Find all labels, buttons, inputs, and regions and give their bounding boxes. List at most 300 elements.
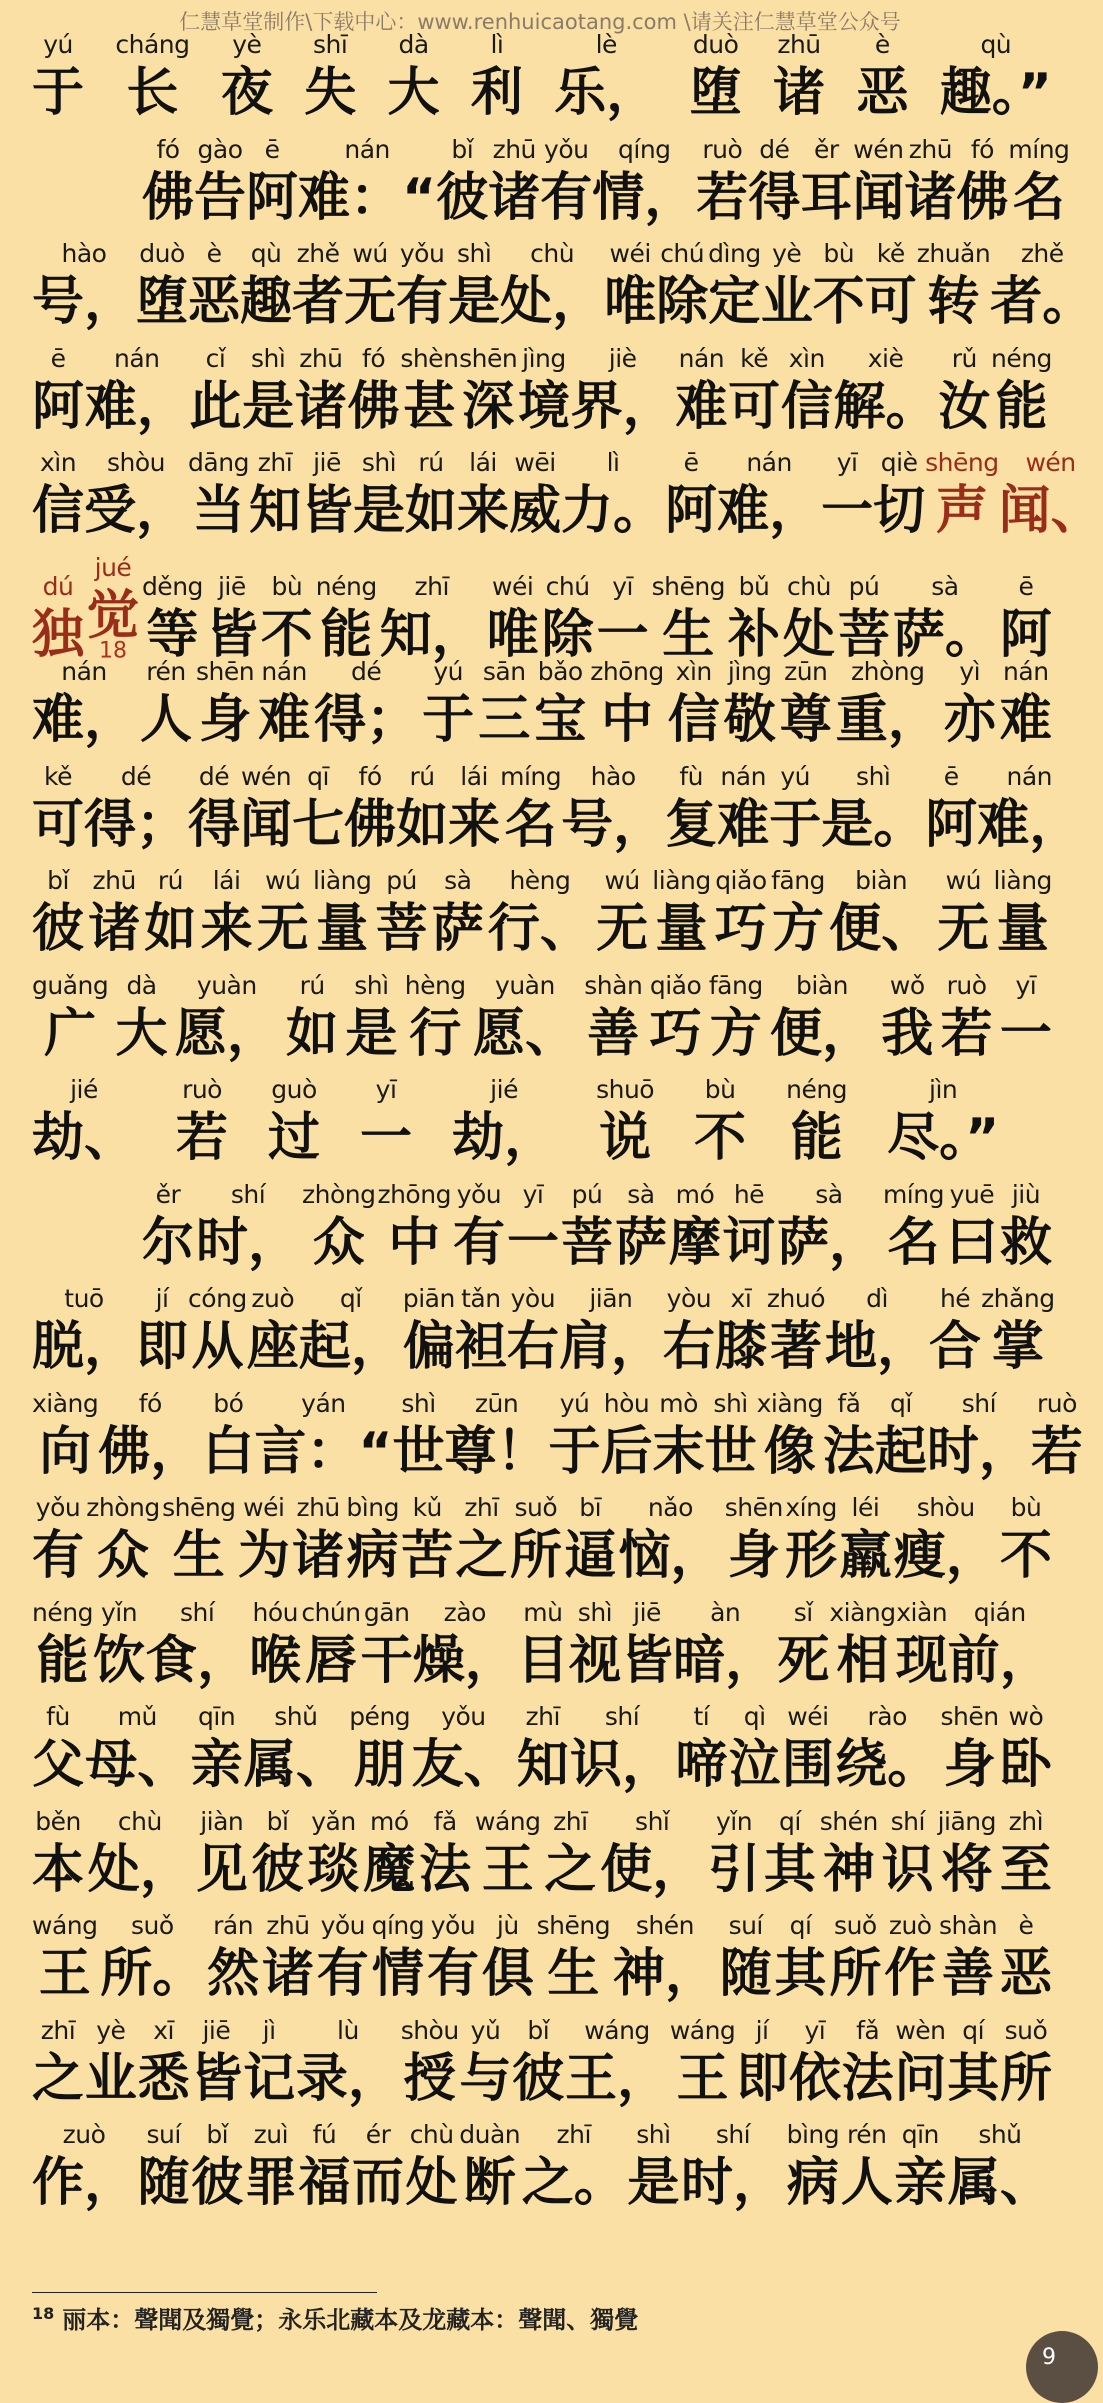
pinyin: zhī xyxy=(257,448,293,477)
hanzi: 王， xyxy=(565,2048,670,2109)
pinyin: yòu xyxy=(510,1284,556,1313)
ruby-unit xyxy=(202,1389,254,1485)
ruby-unit xyxy=(939,1911,997,2007)
ruby-unit xyxy=(142,572,203,668)
pinyin: fù xyxy=(46,1702,70,1731)
hanzi: 一 xyxy=(360,1108,413,1168)
hanzi: 力。 xyxy=(561,481,666,541)
pinyin: zhì xyxy=(1008,1806,1044,1836)
ruby-unit xyxy=(613,1911,717,2007)
hanzi: 除 xyxy=(541,604,594,665)
pinyin: sà xyxy=(627,1179,655,1209)
hanzi: 利 xyxy=(470,63,523,123)
ruby-unit xyxy=(471,30,523,126)
hanzi: 行 xyxy=(409,1003,462,1064)
pinyin: nǎo xyxy=(647,1493,693,1522)
ruby-unit xyxy=(116,971,168,1067)
pinyin: yǒu xyxy=(456,1179,502,1209)
pinyin: dé xyxy=(198,761,230,791)
hanzi: 解。 xyxy=(833,376,938,437)
pinyin: shì xyxy=(856,761,891,791)
hanzi: 若 xyxy=(1030,1421,1083,1482)
pinyin: kě xyxy=(44,761,72,791)
ruby-unit xyxy=(406,2120,458,2216)
ruby-unit xyxy=(522,2120,626,2216)
ruby-unit xyxy=(427,1911,479,2007)
ruby-unit xyxy=(32,1389,98,1485)
hanzi: 信 xyxy=(32,481,85,541)
ruby-unit xyxy=(136,239,188,335)
pinyin: zuò xyxy=(62,2120,106,2149)
hanzi: 时， xyxy=(926,1421,1031,1482)
hanzi: 作 xyxy=(884,1944,937,2004)
ruby-unit xyxy=(456,1493,508,1589)
ruby-unit xyxy=(298,2120,350,2216)
pinyin: yǎn xyxy=(311,1806,356,1836)
pinyin: zhī xyxy=(414,571,449,601)
pinyin: zhě xyxy=(296,239,340,268)
ruby-unit xyxy=(813,239,865,335)
ruby-unit xyxy=(317,1911,369,2007)
pinyin: chù xyxy=(530,239,575,268)
hanzi: 地， xyxy=(825,1317,930,1377)
text-line xyxy=(32,30,1052,135)
pinyin: nán xyxy=(720,761,766,791)
pinyin: suǒ xyxy=(130,1911,174,1940)
footnote-reference[interactable]: 18 xyxy=(98,638,127,664)
pinyin: zhuǎn xyxy=(916,239,991,268)
ruby-unit xyxy=(675,1702,727,1798)
ruby-unit xyxy=(419,1807,471,1903)
ruby-unit xyxy=(238,1493,290,1589)
ruby-unit xyxy=(569,1598,621,1694)
ruby-unit xyxy=(400,344,458,440)
pinyin: nán xyxy=(344,134,390,164)
ruby-unit xyxy=(98,1389,202,1485)
ruby-unit xyxy=(307,1807,359,1903)
ruby-unit xyxy=(948,2120,1052,2216)
pinyin: jiē xyxy=(217,571,246,601)
pinyin: kě xyxy=(740,343,769,373)
ruby-unit xyxy=(823,1389,875,1485)
ruby-unit xyxy=(656,239,708,335)
pinyin: shì xyxy=(401,1388,436,1418)
hanzi: 深 xyxy=(462,376,515,437)
ruby-unit xyxy=(941,971,993,1067)
hanzi: 尔 xyxy=(142,1212,195,1273)
ruby-unit xyxy=(652,572,725,668)
hanzi: 母、 xyxy=(85,1735,190,1795)
text-line xyxy=(32,866,1052,971)
pinyin: shǔ xyxy=(274,1702,318,1731)
pinyin: fó xyxy=(138,1388,162,1418)
ruby-unit xyxy=(590,657,663,753)
pinyin: ruò xyxy=(182,1075,222,1104)
hanzi: 佛， xyxy=(98,1421,203,1482)
ruby-unit xyxy=(396,239,448,335)
pinyin: néng xyxy=(786,1075,848,1104)
pinyin: yī xyxy=(804,2015,826,2045)
ruby-unit xyxy=(518,344,570,440)
pinyin: bìng xyxy=(786,2120,840,2149)
pinyin: shēn xyxy=(459,343,518,373)
ruby-unit xyxy=(201,866,253,962)
pinyin: bù xyxy=(823,239,855,268)
hanzi: 无 xyxy=(937,899,990,959)
ruby-unit xyxy=(670,2016,735,2112)
hanzi: 佛 xyxy=(344,794,397,855)
hanzi: 量 xyxy=(655,899,708,959)
ruby-unit xyxy=(432,866,484,962)
hanzi: 死 xyxy=(777,1630,830,1691)
hanzi: 救 xyxy=(999,1212,1052,1273)
ruby-unit xyxy=(829,1598,895,1694)
hanzi: 处 xyxy=(405,2153,458,2213)
ruby-unit xyxy=(411,1702,515,1798)
pinyin: shuō xyxy=(596,1075,655,1104)
ruby-unit xyxy=(32,1807,84,1903)
ruby-unit xyxy=(769,762,821,858)
hanzi: 情， xyxy=(592,167,697,228)
pinyin: néng xyxy=(315,571,377,601)
ruby-unit xyxy=(249,1598,301,1694)
ruby-unit xyxy=(991,344,1052,440)
hanzi: 皆 xyxy=(621,1630,674,1691)
hanzi: 亲 xyxy=(894,2153,947,2213)
pinyin: zhī xyxy=(40,2015,76,2045)
ruby-unit xyxy=(145,1598,249,1694)
pinyin: mù xyxy=(523,1597,563,1627)
pinyin: wèn xyxy=(895,2015,946,2045)
ruby-unit xyxy=(32,1284,136,1380)
ruby-unit xyxy=(775,1911,827,2007)
hanzi: 俱 xyxy=(481,1944,534,2004)
pinyin: yǐn xyxy=(716,1806,753,1836)
ruby-unit xyxy=(584,971,642,1067)
pinyin: shàn xyxy=(584,970,643,1000)
hanzi: 威 xyxy=(509,481,562,541)
pinyin: nán xyxy=(261,657,307,686)
hanzi: 所 xyxy=(509,1526,562,1586)
pinyin: bǐ xyxy=(451,134,474,164)
ruby-unit xyxy=(941,1702,999,1798)
pinyin: è xyxy=(874,30,890,59)
pinyin: léi xyxy=(851,1493,880,1522)
pinyin: jù xyxy=(496,1911,519,1940)
hanzi: 独 xyxy=(32,604,85,665)
pinyin: kǔ xyxy=(412,1493,442,1522)
text-line xyxy=(32,134,1070,240)
ruby-unit xyxy=(1000,1180,1052,1276)
pinyin: dì xyxy=(866,1284,888,1313)
hanzi: 失 xyxy=(304,63,357,123)
pinyin: rén xyxy=(846,2120,887,2149)
ruby-unit xyxy=(696,135,748,231)
ruby-unit xyxy=(708,239,761,335)
pinyin: lái xyxy=(212,866,241,895)
ruby-unit xyxy=(650,971,702,1067)
ruby-unit xyxy=(249,448,301,544)
ruby-unit xyxy=(717,448,821,544)
hanzi: 从 xyxy=(191,1317,244,1377)
ruby-unit xyxy=(875,1389,927,1485)
ruby-unit xyxy=(188,448,249,544)
ruby-unit xyxy=(993,866,1051,962)
ruby-unit xyxy=(517,1598,569,1694)
hanzi: 绕。 xyxy=(835,1735,940,1795)
pinyin: xìn xyxy=(675,657,712,686)
hanzi: 恶 xyxy=(999,1944,1052,2004)
pinyin: yǐn xyxy=(100,1597,138,1627)
ruby-unit xyxy=(789,2016,841,2112)
pinyin: rào xyxy=(867,1702,907,1731)
hanzi: 诸 xyxy=(294,376,347,437)
hanzi: 座 xyxy=(246,1317,299,1377)
page-header: 仁慧草堂制作\下载中心：www.renhuicaotang.com \请关注仁慧草堂公众号 xyxy=(179,10,901,34)
pinyin: fǎ xyxy=(837,1388,861,1418)
pinyin: biàn xyxy=(796,970,848,1000)
hanzi: 为 xyxy=(237,1526,290,1586)
pinyin: lì xyxy=(490,30,504,59)
pinyin: guǎng xyxy=(32,970,109,1000)
hanzi: 堕 xyxy=(136,272,189,332)
hanzi: 属、 xyxy=(243,1735,348,1795)
pinyin: mǔ xyxy=(117,1702,157,1731)
footnote xyxy=(32,2300,638,2335)
hanzi: 福 xyxy=(298,2153,351,2213)
pinyin: yú xyxy=(780,761,811,791)
pinyin: àn xyxy=(710,1597,741,1627)
pinyin: suǒ xyxy=(834,1911,877,1940)
hanzi: 方 xyxy=(709,1003,762,1064)
ruby-unit xyxy=(787,2120,840,2216)
scripture-text xyxy=(32,30,1103,2225)
ruby-unit xyxy=(393,1389,445,1485)
ruby-unit xyxy=(100,1911,204,2007)
pinyin: jìng xyxy=(727,657,772,686)
pinyin: yǔ xyxy=(470,2015,501,2045)
hanzi: 众 xyxy=(97,1526,150,1586)
hanzi: 可 xyxy=(728,376,781,437)
pinyin: yán xyxy=(301,1388,346,1418)
hanzi: 于 xyxy=(32,63,85,123)
ruby-unit xyxy=(517,1702,569,1798)
ruby-unit xyxy=(781,344,833,440)
hanzi: 当 xyxy=(192,481,245,541)
pinyin: xiàng xyxy=(829,1597,896,1627)
ruby-unit xyxy=(261,572,313,668)
ruby-unit xyxy=(401,2016,459,2112)
ruby-unit xyxy=(380,572,484,668)
hanzi: 王 xyxy=(481,1839,534,1900)
hanzi: 量 xyxy=(996,899,1049,959)
pinyin: yī xyxy=(1015,970,1037,1000)
hanzi: 依 xyxy=(788,2048,841,2109)
pinyin: dú xyxy=(42,571,74,601)
hanzi: 识， xyxy=(570,1735,675,1795)
pinyin: chù xyxy=(409,2120,454,2149)
pinyin: fó xyxy=(156,134,180,164)
pinyin: dìng xyxy=(708,239,761,268)
pinyin: duò xyxy=(692,30,739,59)
ruby-unit xyxy=(618,1493,722,1589)
hanzi: 切 xyxy=(873,481,926,541)
pinyin: míng xyxy=(1008,134,1070,164)
hanzi: 之 xyxy=(455,1526,508,1586)
pinyin: hèng xyxy=(404,970,466,1000)
ruby-unit xyxy=(313,866,371,962)
pinyin: lè xyxy=(595,30,617,59)
ruby-unit xyxy=(564,1493,616,1589)
hanzi: 亲 xyxy=(190,1735,243,1795)
hanzi: 彼 xyxy=(512,2048,565,2109)
ruby-unit xyxy=(865,239,917,335)
ruby-unit xyxy=(138,2120,190,2216)
ruby-unit xyxy=(245,2120,297,2216)
hanzi: 摩 xyxy=(668,1212,721,1273)
hanzi: 业 xyxy=(760,272,813,332)
hanzi: 愿、 xyxy=(472,1003,577,1064)
ruby-unit xyxy=(596,866,648,962)
ruby-unit xyxy=(345,971,397,1067)
pinyin: nán xyxy=(113,343,160,373)
hanzi: 肩， xyxy=(558,1317,663,1377)
hanzi: 萨 xyxy=(431,899,484,959)
pinyin: xiàng xyxy=(756,1388,823,1418)
pinyin: xiàng xyxy=(32,1388,99,1418)
ruby-unit xyxy=(500,239,604,335)
hanzi: 中 xyxy=(388,1212,441,1273)
ruby-unit xyxy=(715,1284,767,1380)
pinyin: jìng xyxy=(522,343,566,373)
pinyin: sà xyxy=(815,1179,843,1209)
hanzi: 敬 xyxy=(723,690,776,750)
pinyin: shì xyxy=(354,970,389,1000)
hanzi: 生 xyxy=(662,604,715,665)
ruby-unit xyxy=(627,2120,679,2216)
ruby-unit xyxy=(561,1180,613,1276)
pinyin: biàn xyxy=(855,866,908,895)
pinyin: qíng xyxy=(371,1911,425,1940)
text-line xyxy=(32,1075,1052,1180)
hanzi: 能 xyxy=(320,604,373,665)
pinyin: chú xyxy=(660,239,705,268)
hanzi: 袒 xyxy=(454,1317,507,1377)
hanzi: 皆 xyxy=(300,481,353,541)
hanzi: 甚 xyxy=(403,376,456,437)
hanzi: 末 xyxy=(652,1421,705,1482)
hanzi: 相 xyxy=(836,1630,889,1691)
hanzi: 父 xyxy=(32,1735,85,1795)
pinyin: shòu xyxy=(916,1493,975,1522)
hanzi: 像 xyxy=(763,1421,816,1482)
pinyin: pú xyxy=(848,571,880,601)
pinyin: yú xyxy=(43,30,73,59)
text-line xyxy=(32,239,1095,344)
ruby-unit xyxy=(653,1389,705,1485)
hanzi: 来 xyxy=(200,899,253,959)
pinyin: tuō xyxy=(64,1284,104,1313)
ruby-unit xyxy=(445,1389,549,1485)
ruby-unit xyxy=(189,344,241,440)
pinyin: shí xyxy=(604,1702,640,1731)
hanzi: 处 xyxy=(782,604,835,665)
hanzi: 我 xyxy=(881,1003,934,1064)
hanzi: 神 xyxy=(822,1839,875,1900)
pinyin: guò xyxy=(271,1075,317,1104)
ruby-unit xyxy=(534,657,586,753)
ruby-unit xyxy=(944,657,996,753)
ruby-unit xyxy=(453,1180,505,1276)
ruby-unit xyxy=(981,1284,1055,1380)
pinyin: bǐ xyxy=(206,2120,229,2149)
hanzi: 诸 xyxy=(904,167,957,228)
pinyin: shì xyxy=(636,2120,671,2149)
hanzi: 劫， xyxy=(452,1108,557,1168)
hanzi: 所 xyxy=(999,2048,1052,2109)
pinyin: shì xyxy=(361,448,397,477)
hanzi: 诸 xyxy=(488,167,541,228)
hanzi: 之 xyxy=(544,1839,597,1900)
ruby-unit xyxy=(162,1493,235,1589)
ruby-unit xyxy=(938,1807,996,1903)
ruby-unit xyxy=(422,657,474,753)
ruby-unit xyxy=(559,1284,663,1380)
hanzi: 曰 xyxy=(945,1212,998,1273)
ruby-unit xyxy=(136,1284,188,1380)
ruby-unit xyxy=(597,572,649,668)
ruby-unit xyxy=(1008,135,1069,231)
pinyin: nán xyxy=(1003,657,1049,686)
pinyin: pú xyxy=(386,866,417,895)
ruby-unit xyxy=(717,762,769,858)
hanzi: 长 xyxy=(126,63,179,123)
pinyin: qǐ xyxy=(889,1388,912,1418)
ruby-unit xyxy=(299,1284,403,1380)
ruby-unit xyxy=(242,344,294,440)
pinyin: shì xyxy=(713,1388,748,1418)
ruby-unit xyxy=(604,239,656,335)
hanzi: 使， xyxy=(600,1839,705,1900)
ruby-unit xyxy=(268,1075,320,1171)
ruby-unit xyxy=(927,1389,1031,1485)
hanzi: 断 xyxy=(463,2153,516,2213)
ruby-unit xyxy=(188,1284,247,1380)
ruby-unit xyxy=(881,971,933,1067)
pinyin: sà xyxy=(931,571,959,601)
hanzi: 难， xyxy=(977,794,1082,855)
ruby-unit xyxy=(452,1075,556,1171)
ruby-unit xyxy=(240,762,292,858)
pinyin: shén xyxy=(635,1911,694,1940)
pinyin: shì xyxy=(456,239,492,268)
hanzi: 一 xyxy=(999,1003,1052,1064)
text-line xyxy=(32,1284,1055,1389)
ruby-unit xyxy=(748,135,800,231)
hanzi: 言：“ xyxy=(254,1421,393,1482)
ruby-unit xyxy=(457,448,509,544)
hanzi: 知 xyxy=(248,481,301,541)
hanzi: 若 xyxy=(940,1003,993,1064)
pinyin: sǐ xyxy=(793,1597,813,1627)
pinyin: shǐ xyxy=(635,1806,670,1836)
pinyin: suí xyxy=(728,1911,763,1940)
text-line xyxy=(32,2120,1052,2225)
pinyin: yè xyxy=(96,2015,126,2045)
pinyin: zuò xyxy=(888,1911,932,1940)
pinyin: gān xyxy=(363,1597,410,1627)
pinyin: shēng xyxy=(162,1493,236,1522)
